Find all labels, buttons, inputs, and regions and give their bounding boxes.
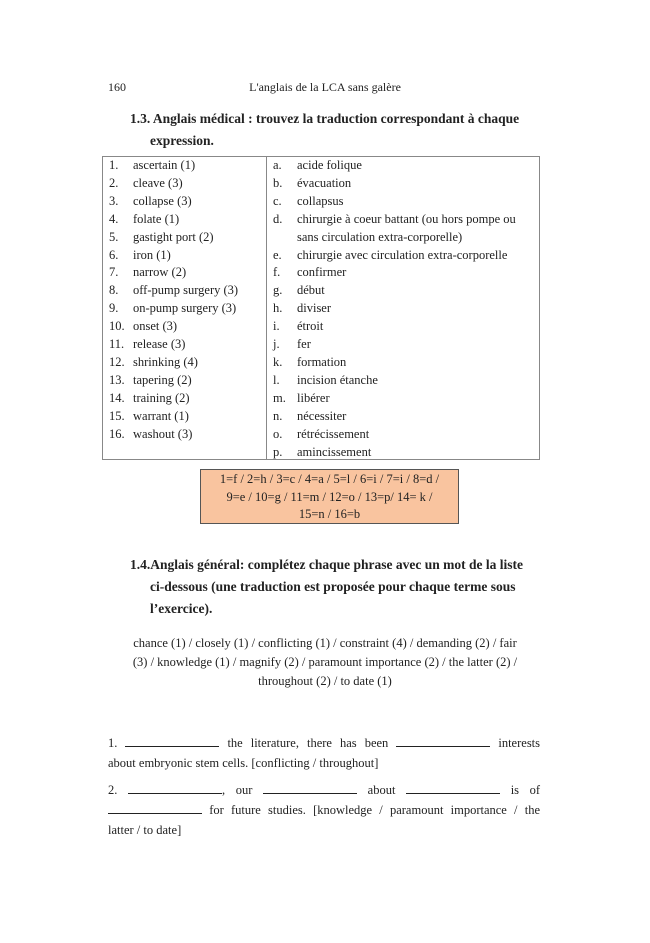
item-text: formation — [297, 354, 347, 369]
table-row — [273, 390, 537, 408]
item-text: sans circulation extra-corporelle) — [297, 229, 463, 244]
table-row — [273, 426, 537, 444]
table-row — [273, 300, 537, 318]
item-text: folate (1) — [133, 211, 180, 226]
table-row — [273, 318, 537, 336]
item-text: étroit — [297, 319, 324, 334]
heading-line: l’exercice). — [150, 601, 213, 616]
exercise-text: for future studies. [knowledge / paramount importance / the — [209, 803, 540, 817]
table-row — [109, 354, 264, 372]
table-row — [273, 229, 537, 247]
item-number: 5. — [109, 229, 119, 244]
table-row — [273, 264, 537, 282]
heading-line: expression. — [150, 133, 214, 148]
item-number: e. — [273, 247, 282, 262]
matching-table — [102, 156, 540, 460]
item-text: washout (3) — [133, 426, 193, 441]
table-row — [273, 444, 537, 462]
item-text: off-pump surgery (3) — [133, 283, 239, 298]
item-number: i. — [273, 319, 280, 334]
item-number: h. — [273, 301, 283, 316]
answer-line: 9=e / 10=g / 11=m / 12=o / 13=p/ 14= k / — [226, 489, 433, 504]
table-row — [109, 300, 264, 318]
table-row — [273, 372, 537, 390]
table-row — [109, 390, 264, 408]
item-text: fer — [297, 337, 311, 352]
column-divider — [266, 157, 267, 459]
heading-line: 1.4.Anglais général: complétez chaque phrase avec un mot de la liste — [130, 557, 523, 572]
table-row — [109, 318, 264, 336]
item-number: k. — [273, 354, 283, 369]
table-row — [273, 354, 537, 372]
item-number: 7. — [109, 265, 119, 280]
table-row — [109, 264, 264, 282]
blank-field[interactable] — [263, 782, 357, 794]
blank-field[interactable] — [128, 782, 222, 794]
item-number: 1. — [109, 158, 119, 172]
item-text: confirmer — [297, 265, 347, 280]
item-number: g. — [273, 283, 283, 298]
item-number: n. — [273, 408, 283, 423]
exercise-text: is of — [510, 783, 541, 797]
table-row — [273, 211, 537, 229]
item-number: 10. — [109, 319, 125, 334]
answer-key-box — [200, 469, 459, 524]
table-row — [109, 193, 264, 211]
item-text: incision étanche — [297, 372, 378, 387]
item-text: collapse (3) — [133, 193, 192, 208]
table-row — [109, 157, 264, 175]
item-number: 9. — [109, 301, 119, 316]
exercise-line: about embryonic stem cells. [conflicting / throughout] — [108, 756, 379, 770]
item-text: évacuation — [297, 175, 352, 190]
item-text: début — [297, 283, 325, 298]
item-text: cleave (3) — [133, 175, 183, 190]
english-terms-column — [109, 157, 264, 444]
table-row — [273, 282, 537, 300]
exercise-line — [108, 733, 540, 753]
answer-line: 1=f / 2=h / 3=c / 4=a / 5=l / 6=i / 7=i / 8=d / — [219, 472, 440, 486]
item-number: 14. — [109, 390, 125, 405]
word-list-line: throughout (2) / to date (1) — [258, 674, 392, 688]
table-row — [273, 175, 537, 193]
running-title: L'anglais de la LCA sans galère — [249, 80, 401, 94]
section-heading-1-4 — [130, 554, 550, 620]
item-number: p. — [273, 444, 283, 459]
item-text: narrow (2) — [133, 265, 187, 280]
item-number: m. — [273, 390, 286, 405]
item-text: amincissement — [297, 444, 372, 459]
table-row — [109, 426, 264, 444]
blank-field[interactable] — [125, 735, 219, 747]
item-number: j. — [273, 337, 280, 352]
table-row — [273, 247, 537, 265]
item-text: diviser — [297, 301, 332, 316]
exercise-text: the literature, there has been — [227, 736, 389, 750]
exercise-line: latter / to date] — [108, 823, 182, 837]
exercise-text: our — [235, 783, 253, 797]
item-text: chirurgie à coeur battant (ou hors pompe ou — [297, 211, 516, 226]
table-row — [273, 193, 537, 211]
table-row — [109, 229, 264, 247]
french-translations-column — [273, 157, 537, 461]
exercise-text: , — [222, 783, 226, 797]
blank-field[interactable] — [108, 802, 202, 814]
item-text: iron (1) — [133, 247, 171, 262]
exercise-text: about — [367, 783, 396, 797]
exercise-number: 2. — [108, 783, 118, 797]
table-row — [273, 408, 537, 426]
item-number: a. — [273, 158, 282, 172]
page-number: 160 — [108, 80, 126, 94]
table-row — [109, 247, 264, 265]
table-row — [273, 157, 537, 175]
item-number: 8. — [109, 283, 119, 298]
item-number: b. — [273, 175, 283, 190]
item-text: rétrécissement — [297, 426, 370, 441]
exercise-1 — [108, 733, 540, 773]
item-number: 11. — [109, 337, 125, 352]
item-number: 2. — [109, 175, 119, 190]
table-row — [109, 336, 264, 354]
exercise-line — [108, 780, 540, 800]
word-list — [112, 634, 538, 691]
exercise-line — [108, 800, 540, 820]
item-text: nécessiter — [297, 408, 347, 423]
item-number: d. — [273, 211, 283, 226]
item-number: 12. — [109, 354, 125, 369]
table-row — [109, 372, 264, 390]
item-number: 13. — [109, 372, 125, 387]
word-list-line: chance (1) / closely (1) / conflicting (1) / constraint (4) / demanding (2) / fair — [133, 636, 517, 650]
blank-field[interactable] — [396, 735, 490, 747]
heading-line: 1.3. Anglais médical : trouvez la traduction correspondant à chaque — [130, 111, 520, 126]
item-text: onset (3) — [133, 319, 178, 334]
item-text: libérer — [297, 390, 330, 405]
item-number: 3. — [109, 193, 119, 208]
item-number: o. — [273, 426, 283, 441]
exercise-number: 1. — [108, 736, 118, 750]
blank-field[interactable] — [406, 782, 500, 794]
item-number: l. — [273, 372, 280, 387]
table-row — [109, 282, 264, 300]
item-number: 15. — [109, 408, 125, 423]
item-number: c. — [273, 193, 282, 208]
item-text: warrant (1) — [133, 408, 189, 423]
exercise-text: interests — [498, 736, 541, 750]
item-text: training (2) — [133, 390, 190, 405]
item-number — [273, 229, 297, 247]
item-text: on-pump surgery (3) — [133, 301, 237, 316]
heading-line: ci-dessous (une traduction est proposée pour chaque terme sous — [150, 579, 516, 594]
answer-line: 15=n / 16=b — [298, 507, 361, 521]
table-row — [109, 408, 264, 426]
section-heading-1-3 — [130, 108, 550, 152]
exercise-2 — [108, 780, 540, 840]
item-text: ascertain (1) — [133, 158, 196, 172]
table-row — [273, 336, 537, 354]
item-number: 6. — [109, 247, 119, 262]
item-number: 4. — [109, 211, 119, 226]
item-text: acide folique — [297, 158, 362, 172]
table-row — [109, 211, 264, 229]
item-text: shrinking (4) — [133, 354, 198, 369]
item-text: release (3) — [133, 337, 186, 352]
item-text: collapsus — [297, 193, 344, 208]
item-number: f. — [273, 265, 281, 280]
item-text: chirurgie avec circulation extra-corporelle — [297, 247, 508, 262]
word-list-line: (3) / knowledge (1) / magnify (2) / paramount importance (2) / the latter (2) / — [132, 655, 518, 669]
item-text: tapering (2) — [133, 372, 192, 387]
item-number: 16. — [109, 426, 125, 441]
table-row — [109, 175, 264, 193]
item-text: gastight port (2) — [133, 229, 214, 244]
